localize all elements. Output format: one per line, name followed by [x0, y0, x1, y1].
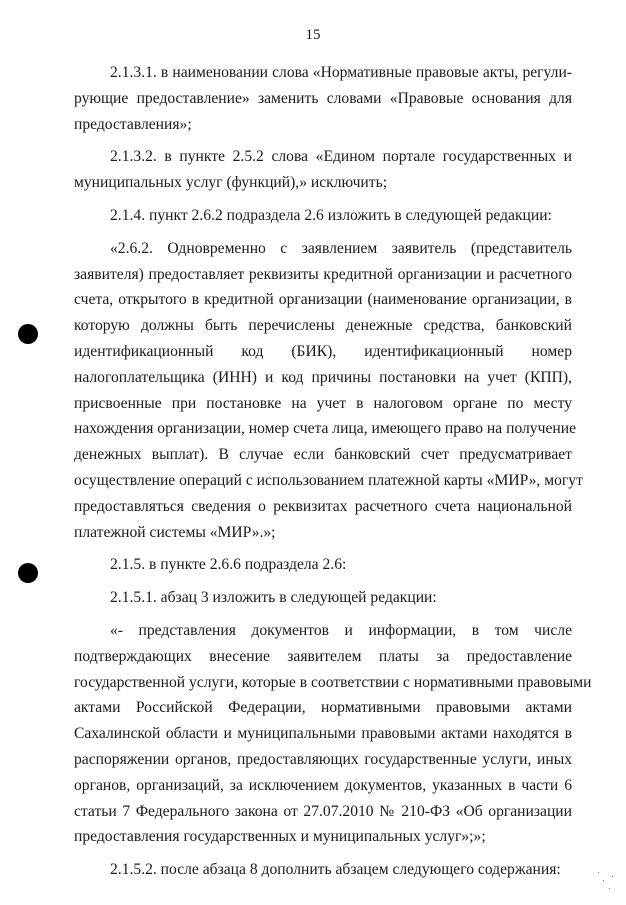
text-line: актами Российской Федерации, нормативными правовыми актами: [74, 699, 572, 717]
text-line: предоставления государственных и муниципальных услуг»;»;: [74, 828, 486, 846]
text-line: 2.1.5.1. абзац 3 изложить в следующей редакции:: [110, 589, 437, 607]
text-line: идентификационный код (БИК), идентификационный номер: [74, 342, 572, 360]
text-line: налогоплательщика (ИНН) и код причины постановки на учет (КПП),: [74, 368, 572, 386]
text-line: «- представления документов и информации, в том числе: [110, 621, 572, 639]
scan-speck: [609, 888, 610, 889]
paragraph-2-1-3-1: [74, 60, 572, 137]
paragraph-2-6-2-quote: [74, 236, 583, 546]
text-line: органов, организаций, за исключением документов, указанных в части 6: [74, 776, 572, 794]
text-line: 2.1.3.2. в пункте 2.5.2 слова «Едином портале государственных и: [110, 148, 572, 166]
text-line: статьи 7 Федерального закона от 27.07.2010 № 210-ФЗ «Об организации: [74, 802, 572, 820]
text-line: предоставляться сведения о реквизитах расчетного счета национальной: [74, 497, 572, 515]
text-line: 2.1.5.2. после абзаца 8 дополнить абзацем следующего содержания:: [110, 861, 561, 879]
paragraph-2-1-5-1: [74, 585, 572, 611]
text-line: счета, открытого в кредитной организации (наименование организации, в: [74, 291, 572, 309]
text-line: присвоенные при постановке на учет в налоговом органе по месту: [74, 394, 572, 412]
scan-speck: [612, 876, 613, 877]
text-line: Сахалинской области и муниципальными правовыми актами находятся в: [74, 725, 572, 743]
text-line: 2.1.3.1. в наименовании слова «Нормативные правовые акты, регули-: [110, 64, 572, 81]
text-line: платежной системы «МИР».»;: [74, 523, 276, 541]
paragraph-2-1-3-2: [74, 144, 572, 196]
text-line: подтверждающих внесение заявителем платы за предоставление: [74, 647, 572, 665]
document-body: [74, 60, 592, 883]
text-line: рующие предоставление» заменить словами «Правовые основания для: [74, 89, 572, 107]
text-line: которую должны быть перечислены денежные средства, банковский: [74, 317, 572, 335]
scan-speck: [603, 880, 604, 881]
punch-hole-upper: [18, 324, 38, 344]
text-line: заявителя) предоставляет реквизиты кредитной организации и расчетного: [74, 265, 572, 283]
text-line: осуществление операций с использованием платежной карты «МИР», могут: [74, 471, 583, 489]
punch-hole-lower: [18, 563, 38, 583]
text-line: денежных выплат). В случае если банковский счет предусматривает: [74, 446, 572, 464]
text-line: государственной услуги, которые в соответствии с нормативными правовыми: [74, 673, 592, 691]
paragraph-2-1-5: [74, 552, 572, 578]
scan-speck: [598, 872, 599, 873]
text-line: муниципальных услуг (функций),» исключить;: [74, 174, 388, 192]
text-line: «2.6.2. Одновременно с заявлением заявитель (представитель: [110, 239, 572, 257]
text-line: предоставления»;: [74, 115, 192, 133]
text-line: 2.1.4. пункт 2.6.2 подраздела 2.6 изложить в следующей редакции:: [110, 206, 552, 224]
text-line: нахождения организации, номер счета лица, имеющего право на получение: [74, 420, 576, 438]
page-number: 15: [305, 27, 321, 43]
paragraph-2-1-4: [74, 203, 572, 229]
text-line: 2.1.5. в пункте 2.6.6 подраздела 2.6:: [110, 556, 347, 574]
paragraph-abzac-3-quote: [74, 618, 592, 850]
paragraph-2-1-5-2: [74, 857, 572, 883]
text-line: распоряжении органов, предоставляющих государственные услуги, иных: [74, 750, 572, 768]
